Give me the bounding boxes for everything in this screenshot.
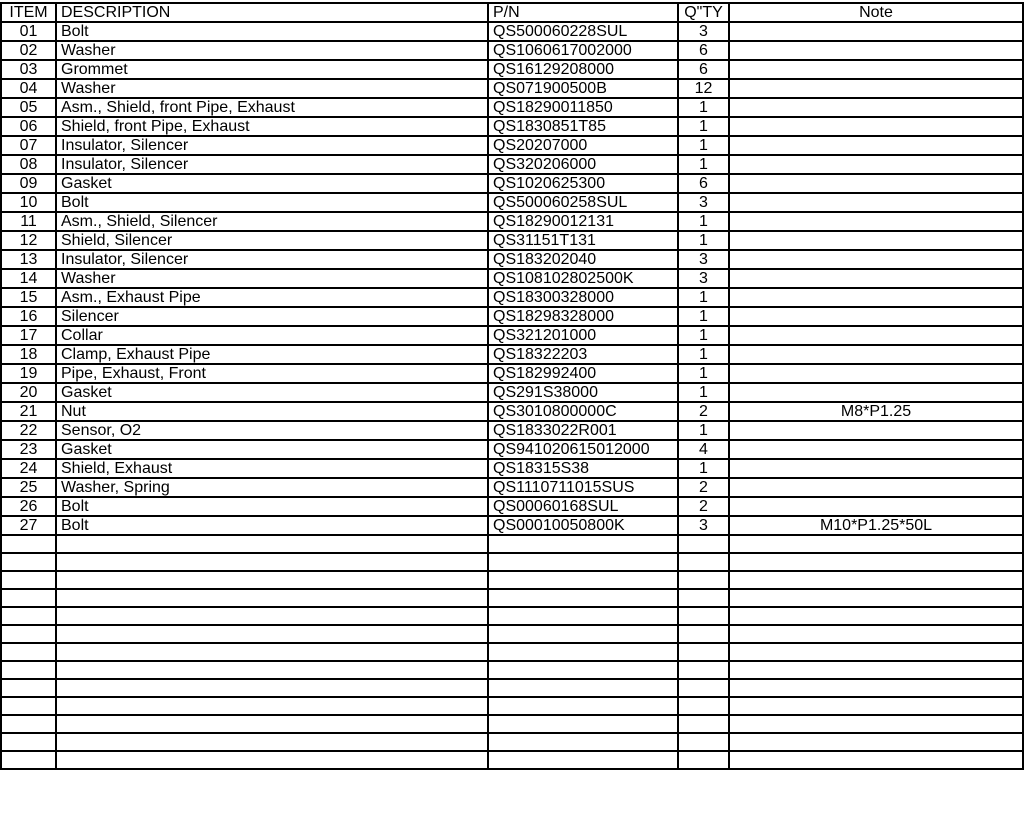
- cell-part-number: QS1830851T85: [488, 117, 678, 136]
- empty-cell: [678, 661, 729, 679]
- cell-item: 07: [1, 136, 56, 155]
- cell-item: 01: [1, 22, 56, 41]
- empty-cell: [729, 535, 1023, 553]
- empty-cell: [729, 589, 1023, 607]
- cell-note: [729, 440, 1023, 459]
- empty-cell: [1, 607, 56, 625]
- header-row: [1, 3, 1023, 22]
- table-row: [1, 326, 1023, 345]
- table-row: [1, 307, 1023, 326]
- table-row: [1, 497, 1023, 516]
- table-row: [1, 231, 1023, 250]
- cell-part-number: QS1020625300: [488, 174, 678, 193]
- empty-cell: [56, 625, 488, 643]
- empty-cell: [488, 715, 678, 733]
- empty-cell: [488, 697, 678, 715]
- cell-item: 08: [1, 155, 56, 174]
- cell-note: [729, 174, 1023, 193]
- empty-row: [1, 715, 1023, 733]
- table-row: [1, 516, 1023, 535]
- empty-cell: [56, 535, 488, 553]
- cell-item: 20: [1, 383, 56, 402]
- empty-cell: [1, 535, 56, 553]
- cell-quantity: 1: [678, 136, 729, 155]
- cell-part-number: QS071900500B: [488, 79, 678, 98]
- cell-note: [729, 231, 1023, 250]
- cell-item: 06: [1, 117, 56, 136]
- empty-cell: [729, 553, 1023, 571]
- cell-note: [729, 41, 1023, 60]
- cell-note: [729, 117, 1023, 136]
- empty-cell: [488, 553, 678, 571]
- cell-note: [729, 288, 1023, 307]
- cell-part-number: QS183202040: [488, 250, 678, 269]
- cell-quantity: 3: [678, 22, 729, 41]
- parts-list-table: [0, 2, 1024, 770]
- cell-part-number: QS500060258SUL: [488, 193, 678, 212]
- cell-quantity: 12: [678, 79, 729, 98]
- cell-quantity: 4: [678, 440, 729, 459]
- empty-cell: [488, 751, 678, 769]
- table-body: [1, 22, 1023, 769]
- cell-part-number: QS16129208000: [488, 60, 678, 79]
- empty-row: [1, 697, 1023, 715]
- cell-item: 03: [1, 60, 56, 79]
- cell-note: [729, 155, 1023, 174]
- empty-cell: [729, 625, 1023, 643]
- cell-description: Washer, Spring: [56, 478, 488, 497]
- header-description: DESCRIPTION: [56, 3, 488, 22]
- cell-description: Pipe, Exhaust, Front: [56, 364, 488, 383]
- table-row: [1, 41, 1023, 60]
- table-row: [1, 117, 1023, 136]
- cell-note: [729, 326, 1023, 345]
- table-row: [1, 22, 1023, 41]
- cell-quantity: 6: [678, 174, 729, 193]
- cell-item: 14: [1, 269, 56, 288]
- cell-part-number: QS3010800000C: [488, 402, 678, 421]
- empty-cell: [678, 733, 729, 751]
- cell-description: Asm., Shield, front Pipe, Exhaust: [56, 98, 488, 117]
- empty-cell: [1, 733, 56, 751]
- cell-part-number: QS18300328000: [488, 288, 678, 307]
- cell-description: Asm., Exhaust Pipe: [56, 288, 488, 307]
- empty-cell: [1, 661, 56, 679]
- cell-description: Gasket: [56, 440, 488, 459]
- table-row: [1, 288, 1023, 307]
- cell-part-number: QS321201000: [488, 326, 678, 345]
- cell-quantity: 2: [678, 497, 729, 516]
- header-item: ITEM: [1, 3, 56, 22]
- cell-part-number: QS31151T131: [488, 231, 678, 250]
- cell-quantity: 3: [678, 193, 729, 212]
- cell-note: M10*P1.25*50L: [729, 516, 1023, 535]
- cell-description: Grommet: [56, 60, 488, 79]
- table-row: [1, 193, 1023, 212]
- cell-note: [729, 22, 1023, 41]
- empty-cell: [729, 679, 1023, 697]
- table-row: [1, 478, 1023, 497]
- cell-part-number: QS18290011850: [488, 98, 678, 117]
- empty-cell: [56, 679, 488, 697]
- empty-row: [1, 643, 1023, 661]
- empty-cell: [678, 589, 729, 607]
- cell-note: [729, 345, 1023, 364]
- cell-description: Gasket: [56, 383, 488, 402]
- cell-description: Asm., Shield, Silencer: [56, 212, 488, 231]
- cell-note: [729, 383, 1023, 402]
- empty-cell: [678, 715, 729, 733]
- cell-quantity: 2: [678, 478, 729, 497]
- table-row: [1, 79, 1023, 98]
- cell-item: 22: [1, 421, 56, 440]
- empty-cell: [488, 643, 678, 661]
- cell-quantity: 1: [678, 98, 729, 117]
- cell-quantity: 1: [678, 155, 729, 174]
- empty-row: [1, 679, 1023, 697]
- cell-note: [729, 478, 1023, 497]
- cell-item: 09: [1, 174, 56, 193]
- cell-quantity: 1: [678, 231, 729, 250]
- cell-part-number: QS00010050800K: [488, 516, 678, 535]
- cell-note: [729, 307, 1023, 326]
- cell-item: 16: [1, 307, 56, 326]
- cell-note: [729, 212, 1023, 231]
- cell-description: Silencer: [56, 307, 488, 326]
- cell-description: Clamp, Exhaust Pipe: [56, 345, 488, 364]
- cell-note: [729, 136, 1023, 155]
- cell-item: 24: [1, 459, 56, 478]
- empty-row: [1, 751, 1023, 769]
- table-row: [1, 60, 1023, 79]
- cell-part-number: QS1110711015SUS: [488, 478, 678, 497]
- empty-cell: [729, 697, 1023, 715]
- cell-item: 12: [1, 231, 56, 250]
- cell-description: Washer: [56, 41, 488, 60]
- cell-item: 21: [1, 402, 56, 421]
- cell-part-number: QS320206000: [488, 155, 678, 174]
- cell-item: 15: [1, 288, 56, 307]
- table-row: [1, 212, 1023, 231]
- empty-cell: [56, 733, 488, 751]
- cell-note: [729, 497, 1023, 516]
- cell-description: Washer: [56, 79, 488, 98]
- empty-cell: [56, 553, 488, 571]
- cell-description: Insulator, Silencer: [56, 155, 488, 174]
- empty-cell: [1, 715, 56, 733]
- empty-cell: [56, 661, 488, 679]
- cell-note: [729, 250, 1023, 269]
- empty-cell: [488, 679, 678, 697]
- cell-part-number: QS18290012131: [488, 212, 678, 231]
- cell-note: [729, 98, 1023, 117]
- cell-quantity: 1: [678, 345, 729, 364]
- cell-quantity: 1: [678, 421, 729, 440]
- cell-quantity: 1: [678, 117, 729, 136]
- cell-item: 02: [1, 41, 56, 60]
- table-row: [1, 136, 1023, 155]
- cell-note: [729, 79, 1023, 98]
- cell-note: [729, 364, 1023, 383]
- cell-description: Sensor, O2: [56, 421, 488, 440]
- empty-cell: [56, 697, 488, 715]
- empty-cell: [1, 571, 56, 589]
- empty-cell: [1, 679, 56, 697]
- cell-item: 25: [1, 478, 56, 497]
- empty-cell: [56, 589, 488, 607]
- empty-row: [1, 733, 1023, 751]
- empty-cell: [1, 589, 56, 607]
- cell-quantity: 1: [678, 364, 729, 383]
- cell-quantity: 3: [678, 250, 729, 269]
- empty-cell: [488, 733, 678, 751]
- cell-part-number: QS1060617002000: [488, 41, 678, 60]
- empty-cell: [678, 751, 729, 769]
- empty-cell: [729, 733, 1023, 751]
- cell-quantity: 1: [678, 288, 729, 307]
- table-row: [1, 250, 1023, 269]
- cell-description: Bolt: [56, 22, 488, 41]
- cell-part-number: QS00060168SUL: [488, 497, 678, 516]
- empty-cell: [729, 571, 1023, 589]
- table-row: [1, 440, 1023, 459]
- cell-description: Insulator, Silencer: [56, 250, 488, 269]
- cell-item: 26: [1, 497, 56, 516]
- cell-part-number: QS20207000: [488, 136, 678, 155]
- empty-cell: [729, 607, 1023, 625]
- cell-note: [729, 269, 1023, 288]
- cell-item: 05: [1, 98, 56, 117]
- cell-note: [729, 193, 1023, 212]
- cell-item: 27: [1, 516, 56, 535]
- cell-note: [729, 421, 1023, 440]
- cell-item: 19: [1, 364, 56, 383]
- cell-description: Collar: [56, 326, 488, 345]
- cell-description: Nut: [56, 402, 488, 421]
- cell-quantity: 3: [678, 269, 729, 288]
- empty-cell: [1, 553, 56, 571]
- cell-note: [729, 459, 1023, 478]
- cell-quantity: 1: [678, 459, 729, 478]
- empty-cell: [1, 643, 56, 661]
- table-row: [1, 383, 1023, 402]
- empty-cell: [678, 535, 729, 553]
- empty-cell: [488, 607, 678, 625]
- empty-cell: [56, 715, 488, 733]
- empty-cell: [729, 751, 1023, 769]
- cell-part-number: QS500060228SUL: [488, 22, 678, 41]
- cell-part-number: QS941020615012000: [488, 440, 678, 459]
- empty-row: [1, 553, 1023, 571]
- empty-cell: [678, 571, 729, 589]
- table-row: [1, 345, 1023, 364]
- empty-row: [1, 589, 1023, 607]
- empty-row: [1, 625, 1023, 643]
- cell-quantity: 1: [678, 307, 729, 326]
- empty-row: [1, 535, 1023, 553]
- cell-note: [729, 60, 1023, 79]
- empty-cell: [56, 607, 488, 625]
- cell-item: 04: [1, 79, 56, 98]
- empty-cell: [488, 535, 678, 553]
- cell-part-number: QS291S38000: [488, 383, 678, 402]
- cell-quantity: 1: [678, 212, 729, 231]
- cell-quantity: 2: [678, 402, 729, 421]
- empty-cell: [56, 643, 488, 661]
- empty-cell: [678, 643, 729, 661]
- cell-description: Gasket: [56, 174, 488, 193]
- table-row: [1, 155, 1023, 174]
- cell-quantity: 6: [678, 41, 729, 60]
- cell-item: 23: [1, 440, 56, 459]
- empty-cell: [729, 661, 1023, 679]
- empty-cell: [1, 625, 56, 643]
- cell-description: Shield, Exhaust: [56, 459, 488, 478]
- cell-part-number: QS18322203: [488, 345, 678, 364]
- cell-quantity: 3: [678, 516, 729, 535]
- empty-cell: [488, 661, 678, 679]
- cell-description: Washer: [56, 269, 488, 288]
- cell-item: 13: [1, 250, 56, 269]
- empty-cell: [488, 589, 678, 607]
- empty-cell: [1, 697, 56, 715]
- cell-quantity: 1: [678, 383, 729, 402]
- cell-description: Shield, front Pipe, Exhaust: [56, 117, 488, 136]
- cell-description: Insulator, Silencer: [56, 136, 488, 155]
- header-quantity: Q"TY: [678, 3, 729, 22]
- header-part-number: P/N: [488, 3, 678, 22]
- cell-part-number: QS108102802500K: [488, 269, 678, 288]
- table-row: [1, 421, 1023, 440]
- empty-cell: [678, 553, 729, 571]
- empty-cell: [488, 571, 678, 589]
- empty-cell: [729, 715, 1023, 733]
- cell-description: Bolt: [56, 516, 488, 535]
- cell-item: 10: [1, 193, 56, 212]
- cell-description: Bolt: [56, 193, 488, 212]
- empty-cell: [678, 679, 729, 697]
- empty-cell: [1, 751, 56, 769]
- cell-part-number: QS18315S38: [488, 459, 678, 478]
- table-row: [1, 269, 1023, 288]
- empty-cell: [678, 697, 729, 715]
- cell-quantity: 1: [678, 326, 729, 345]
- cell-quantity: 6: [678, 60, 729, 79]
- header-note: Note: [729, 3, 1023, 22]
- table-row: [1, 402, 1023, 421]
- table-row: [1, 174, 1023, 193]
- cell-part-number: QS18298328000: [488, 307, 678, 326]
- cell-part-number: QS1833022R001: [488, 421, 678, 440]
- empty-row: [1, 607, 1023, 625]
- empty-cell: [678, 607, 729, 625]
- empty-cell: [678, 625, 729, 643]
- table-row: [1, 364, 1023, 383]
- table-row: [1, 459, 1023, 478]
- empty-row: [1, 661, 1023, 679]
- empty-row: [1, 571, 1023, 589]
- empty-cell: [56, 571, 488, 589]
- cell-description: Shield, Silencer: [56, 231, 488, 250]
- cell-item: 18: [1, 345, 56, 364]
- empty-cell: [56, 751, 488, 769]
- cell-item: 11: [1, 212, 56, 231]
- empty-cell: [729, 643, 1023, 661]
- cell-description: Bolt: [56, 497, 488, 516]
- table-row: [1, 98, 1023, 117]
- cell-item: 17: [1, 326, 56, 345]
- cell-part-number: QS182992400: [488, 364, 678, 383]
- empty-cell: [488, 625, 678, 643]
- cell-note: M8*P1.25: [729, 402, 1023, 421]
